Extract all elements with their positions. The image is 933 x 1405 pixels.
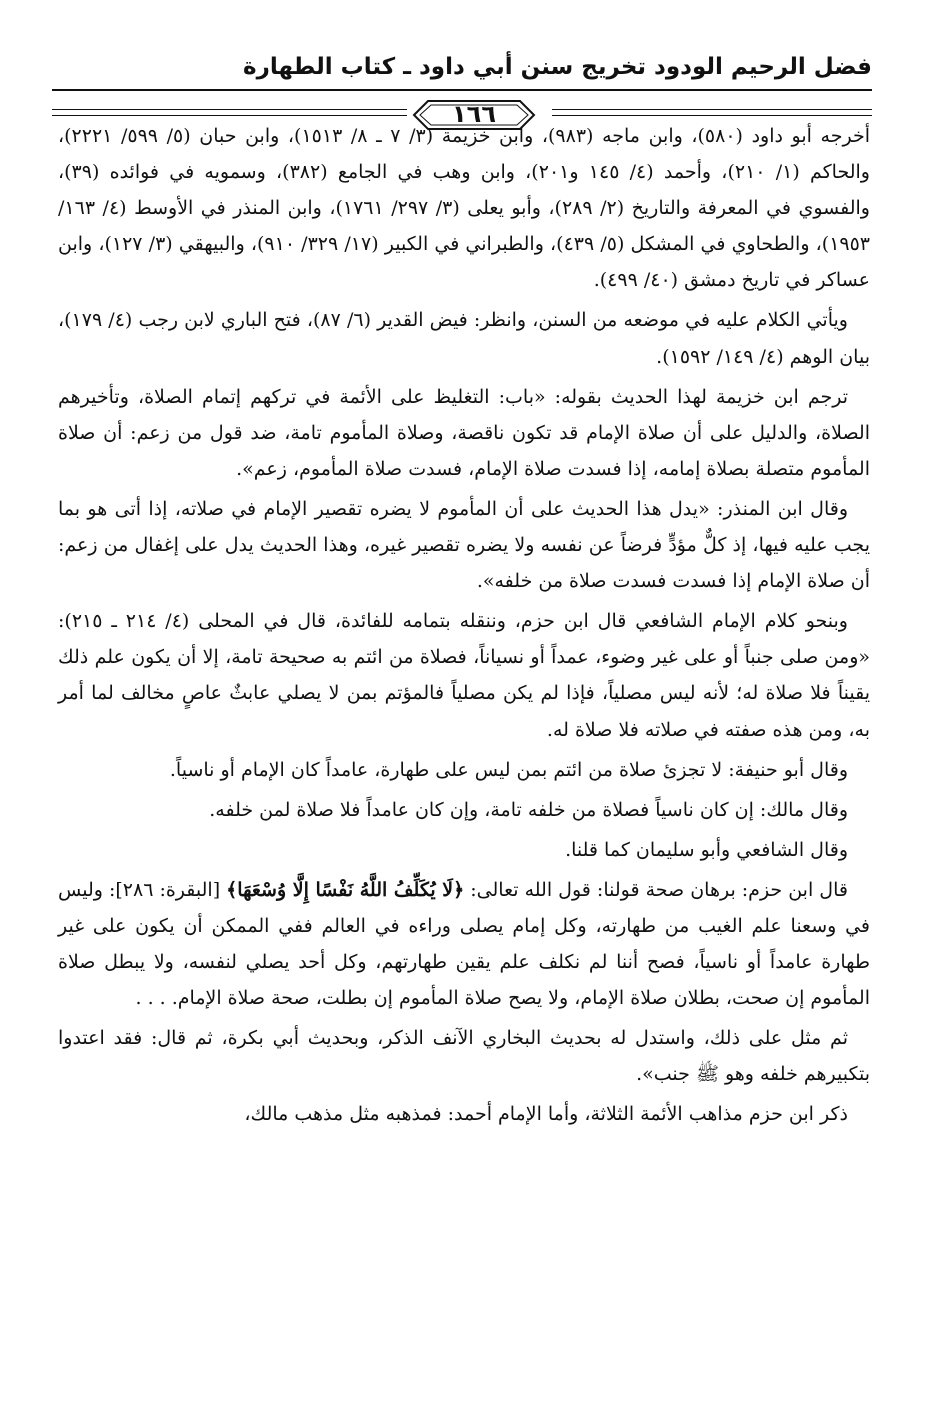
- paragraph-see-also: ويأتي الكلام عليه في موضعه من السنن، وانظر: فيض القدير (٦/ ٨٧)، فتح الباري لابن رجب (٤/ ١٧٩)، بيان الوهم (٤/ ١٤٩/ ١٥٩٢).: [58, 309, 870, 368]
- ibn-hazm-rest: [البقرة: ٢٨٦]: وليس في وسعنا علم الغيب من طهارته، وكل إمام يصلى وراءه في العالم ففي الممكن أن يكون على غير طهارة عامداً أو ناسياً، فصح أننا لم نكلف علم يقين طهارتهم، وكل أحد يصلي لنفسه، ولا يبطل صلاة المأموم إن صحت، بطلان صلاة الإمام، ولا يصح صلاة المأموم إن بطلت، صحة صلاة الإمام. . . .: [58, 878, 870, 1010]
- paragraph-bukhari-hadith: ثم مثل على ذلك، واستدل له بحديث البخاري الآنف الذكر، وبحديث أبي بكرة، ثم قال: فقد اعتدوا بتكبيرهم خلفه وهو ﷺ جنب».: [58, 1027, 870, 1086]
- paragraph-shafii: وقال الشافعي وأبو سليمان كما قلنا.: [565, 838, 848, 861]
- paragraph-takhrij: أخرجه أبو داود (٥٨٠)، وابن ماجه (٩٨٣)، وابن خزيمة (٣/ ٧ ـ ٨/ ١٥١٣)، وابن حبان (٥/ ٥٩٩/ ٢٢٢١)، والحاكم (١/ ٢١٠)، وأحمد (٤/ ١٤٥ و٢٠١)، وابن وهب في الجامع (٣٨٢)، وسمويه في فوائده (٣٩)، والفسوي في المعرفة والتاريخ (٢/ ٢٨٩)، وأبو يعلى (٣/ ٢٩٧/ ١٧٦١)، وابن المنذر في الأوسط (٤/ ١٦٣/ ١٩٥٣)، والطحاوي في المشكل (٥/ ٤٣٩)، والطبراني في الكبير (١٧/ ٣٢٩/ ٩١٠)، والبيهقي (٣/ ١٢٧)، وابن عساكر في تاريخ دمشق (٤٠/ ٤٩٩).: [58, 125, 871, 292]
- page-header: [52, 40, 872, 128]
- header-ornament-rule-left-2: [52, 115, 407, 116]
- page-number: ١٦٦: [452, 100, 496, 128]
- header-rule: [52, 89, 872, 91]
- paragraph-abu-hanifa: وقال أبو حنيفة: لا تجزئ صلاة من ائتم بمن ليس على طهارة، عامداً كان الإمام أو ناسياً.: [169, 758, 848, 781]
- header-ornament-rule-left: [52, 109, 407, 110]
- quran-verse: ﴿لَا يُكَلِّفُ اللَّهُ نَفْسًا إِلَّا وُسْعَهَا﴾: [226, 878, 465, 901]
- paragraph-al-muhalla: وبنحو كلام الإمام الشافعي قال ابن حزم، وننقله بتمامه للفائدة، قال في المحلى (٤/ ٢١٤ ـ ٢١٥): «ومن صلى جنباً أو على غير وضوء، عمداً أو نسياناً، فصلاة من ائتم به صحيحة تامة، إلا أن يكون علم ذلك يقيناً فلا صلاة له؛ لأنه ليس مصلياً، فإذا لم يكن مصلياً فالمؤتم بمن لا يصلي عابثٌ عاصٍ مخالف لما أمر به، ومن هذه صفته في صلاته فلا صلاة له.: [58, 610, 870, 741]
- paragraph-ibn-hazm-proof: [58, 872, 870, 1016]
- ibn-hazm-lead: قال ابن حزم: برهان صحة قولنا: قول الله تعالى:: [470, 878, 848, 901]
- paragraph-ibn-al-mundhir: وقال ابن المنذر: «يدل هذا الحديث على أن المأموم لا يضره تقصير الإمام في صلاته، إذا أتى هو بما يجب عليه فيها، إذ كلٌّ مؤدٍّ فرضاً عن نفسه ولا يضره تقصير غيره، وهذا الحديث يدل على إغفال من زعم: أن صلاة الإمام إذا فسدت فسدت صلاة من خلفه».: [58, 497, 870, 593]
- header-ornament-rule-right-2: [552, 115, 872, 116]
- paragraph-madhahib: ذكر ابن حزم مذاهب الأئمة الثلاثة، وأما الإمام أحمد: فمذهبه مثل مذهب مالك،: [244, 1103, 848, 1126]
- paragraph-ibn-khuzaymah: ترجم ابن خزيمة لهذا الحديث بقوله: «باب: التغليظ على الأئمة في تركهم إتمام الصلاة، وتأخيرهم الصلاة، والدليل على أن صلاة الإمام قد تكون ناقصة، وصلاة المأموم تامة، ضد قول من زعم: أن صلاة المأموم متصلة بصلاة إمامه، إذا فسدت صلاة الإمام، فسدت صلاة المأموم، زعم».: [58, 385, 870, 480]
- running-title: فضل الرحيم الودود تخريج سنن أبي داود ـ كتاب الطهارة: [243, 54, 872, 80]
- paragraph-malik: وقال مالك: إن كان ناسياً فصلاة من خلفه تامة، وإن كان عامداً فلا صلاة لمن خلفه.: [209, 798, 848, 821]
- main-text: [58, 118, 870, 1137]
- header-ornament-rule-right: [552, 109, 872, 110]
